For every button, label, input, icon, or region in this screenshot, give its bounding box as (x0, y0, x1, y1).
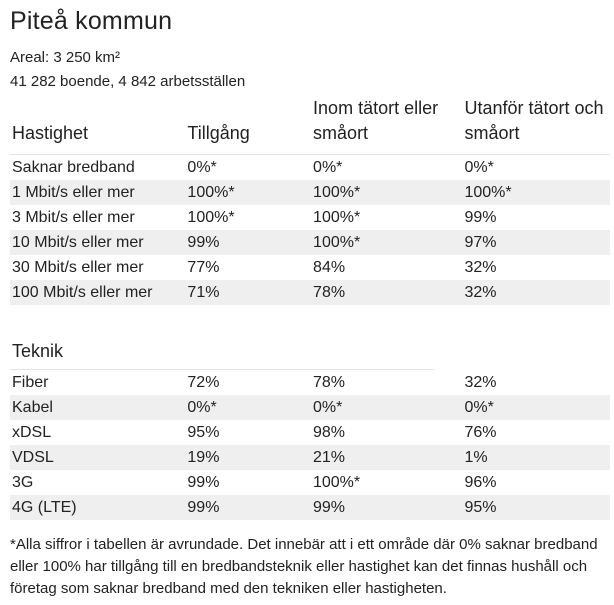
cell-rural: 95% (464, 495, 610, 520)
cell-rural: 32% (464, 374, 497, 391)
tech-row (10, 445, 610, 470)
speed-row (10, 280, 610, 305)
cell-rural: 0%* (464, 159, 494, 176)
speed-row (10, 255, 610, 280)
cell-rural: 1% (464, 445, 610, 470)
row-label: 1 Mbit/s eller mer (10, 180, 187, 205)
cell-urban: 84% (313, 259, 346, 276)
speed-row (10, 230, 610, 255)
footnote: *Alla siffror i tabellen är avrundade. Det innebär att i ett område där 0% saknar bredband eller 100% har tillgång till en bredbandsteknik eller hastighet kan det finnas hushåll och företag som saknar bredband med den tekniken eller hastigheten. (10, 536, 598, 597)
header-availability: Tillgång (187, 96, 313, 155)
tech-row (10, 370, 610, 395)
cell-urban: 100%* (313, 180, 464, 205)
speed-row (10, 180, 610, 205)
cell-urban: 0%* (313, 395, 465, 420)
cell-availability: 19% (187, 445, 313, 470)
cell-availability: 100%* (187, 209, 235, 226)
cell-availability: 100%* (187, 180, 313, 205)
cell-rural: 100%* (464, 180, 610, 205)
cell-availability: 0%* (187, 159, 217, 176)
header-rural: Utanför tätort och småort (464, 96, 610, 155)
cell-availability: 0%* (187, 395, 313, 420)
header-speed: Hastighet (10, 96, 187, 155)
cell-availability: 99% (187, 230, 313, 255)
cell-urban: 99% (313, 495, 465, 520)
tech-row (10, 420, 610, 445)
cell-urban: 98% (312, 424, 345, 441)
cell-rural: 76% (464, 424, 497, 441)
population-text: 41 282 boende, 4 842 arbetsställen (10, 73, 246, 90)
cell-urban: 100%* (313, 230, 464, 255)
tech-title: Teknik (10, 339, 434, 370)
cell-urban: 100%* (313, 209, 361, 226)
speed-row (10, 205, 610, 230)
cell-availability: 99% (187, 474, 220, 491)
row-label: 4G (LTE) (10, 495, 187, 520)
tech-row (10, 495, 610, 520)
tech-row (10, 395, 610, 420)
header-urban: Inom tätort eller småort (313, 96, 464, 155)
cell-rural: 32% (464, 280, 610, 305)
cell-availability: 99% (187, 495, 313, 520)
cell-urban: 78% (313, 280, 464, 305)
tech-table-body (10, 370, 610, 520)
cell-availability: 95% (187, 424, 220, 441)
row-label: Fiber (12, 374, 49, 391)
row-label: 10 Mbit/s eller mer (10, 230, 187, 255)
cell-rural: 97% (464, 230, 610, 255)
page-title: Piteå kommun (10, 7, 173, 35)
row-label: 30 Mbit/s eller mer (12, 259, 144, 276)
cell-rural: 96% (464, 474, 497, 491)
row-label: Kabel (10, 395, 187, 420)
row-label: 3G (12, 474, 34, 491)
speed-table (10, 96, 610, 305)
row-label: VDSL (10, 445, 187, 470)
cell-rural: 32% (464, 259, 497, 276)
cell-availability: 77% (187, 259, 220, 276)
speed-table-body (10, 155, 610, 306)
cell-availability: 72% (187, 374, 220, 391)
row-label: xDSL (12, 424, 52, 441)
cell-urban: 100%* (312, 474, 361, 491)
tech-table (10, 370, 610, 520)
speed-row (10, 155, 610, 181)
row-label: 100 Mbit/s eller mer (10, 280, 187, 305)
cell-availability: 71% (187, 280, 313, 305)
cell-rural: 0%* (464, 395, 610, 420)
area-text: Areal: 3 250 km² (10, 49, 121, 66)
cell-urban: 21% (313, 445, 465, 470)
cell-urban: 0%* (313, 159, 343, 176)
cell-rural: 99% (464, 209, 497, 226)
speed-table-header (10, 96, 610, 155)
cell-urban: 78% (312, 374, 345, 391)
row-label: Saknar bredband (12, 159, 135, 176)
page-content (10, 0, 610, 600)
row-label: 3 Mbit/s eller mer (12, 209, 135, 226)
tech-row (10, 470, 610, 495)
